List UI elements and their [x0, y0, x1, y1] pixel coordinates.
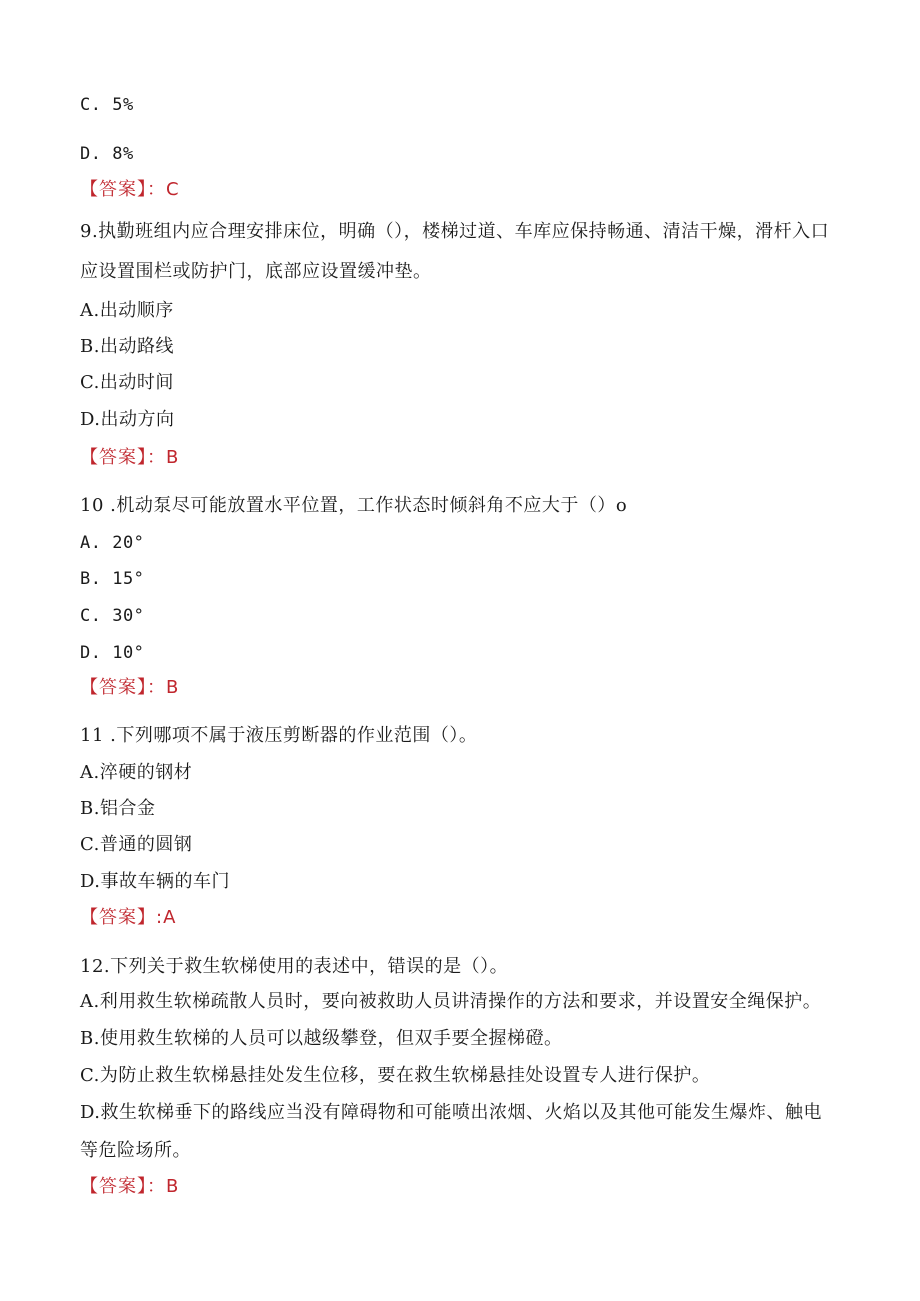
q11-option-c: C.普通的圆钢 [80, 834, 193, 855]
q12-option-b: B.使用救生软梯的人员可以越级攀登，但双手要全握梯磴。 [80, 1028, 563, 1049]
q11-option-d: D.事故车辆的车门 [80, 871, 231, 892]
q10-option-c: C. 30° [80, 606, 145, 626]
q10-option-d: D. 10° [80, 643, 145, 663]
q11-option-a: A.淬硬的钢材 [80, 762, 193, 783]
q11-question: 11 .下列哪项不属于液压剪断器的作业范围（）。 [80, 725, 478, 746]
q9-option-d: D.出动方向 [80, 409, 175, 430]
q11-answer: 【答案】:A [80, 907, 177, 928]
q12-option-d: D.救生软梯垂下的路线应当没有障碍物和可能喷出浓烟、火焰以及其他可能发生爆炸、触电等危险场所。 [80, 1102, 823, 1161]
q12-question: 12.下列关于救生软梯使用的表述中，错误的是（）。 [80, 956, 509, 977]
q12-option-a: A.利用救生软梯疏散人员时，要向被救助人员讲清操作的方法和要求，并设置安全绳保护。 [80, 991, 822, 1012]
q10-question: 10 .机动泵尽可能放置水平位置，工作状态时倾斜角不应大于（）o [80, 495, 628, 516]
q9-option-c: C.出动时间 [80, 372, 174, 393]
q9-option-b: B.出动路线 [80, 336, 174, 357]
q8-option-c: C. 5% [80, 95, 134, 115]
q11-option-b: B.铝合金 [80, 798, 156, 819]
q9-answer: 【答案】：B [80, 447, 180, 468]
q10-answer: 【答案】：B [80, 677, 180, 698]
q10-option-b: B. 15° [80, 569, 145, 589]
q9-option-a: A.出动顺序 [80, 300, 174, 321]
q10-option-a: A. 20° [80, 533, 145, 553]
q12-answer: 【答案】：B [80, 1176, 180, 1197]
q9-question: 9.执勤班组内应合理安排床位，明确（），楼梯过道、车库应保持畅通、清洁干燥，滑杆入口应设置围栏或防护门，底部应设置缓冲垫。 [80, 221, 830, 282]
q8-option-d: D. 8% [80, 144, 134, 164]
q8-answer: 【答案】：C [80, 179, 180, 200]
q12-option-c: C.为防止救生软梯悬挂处发生位移，要在救生软梯悬挂处设置专人进行保护。 [80, 1065, 711, 1086]
